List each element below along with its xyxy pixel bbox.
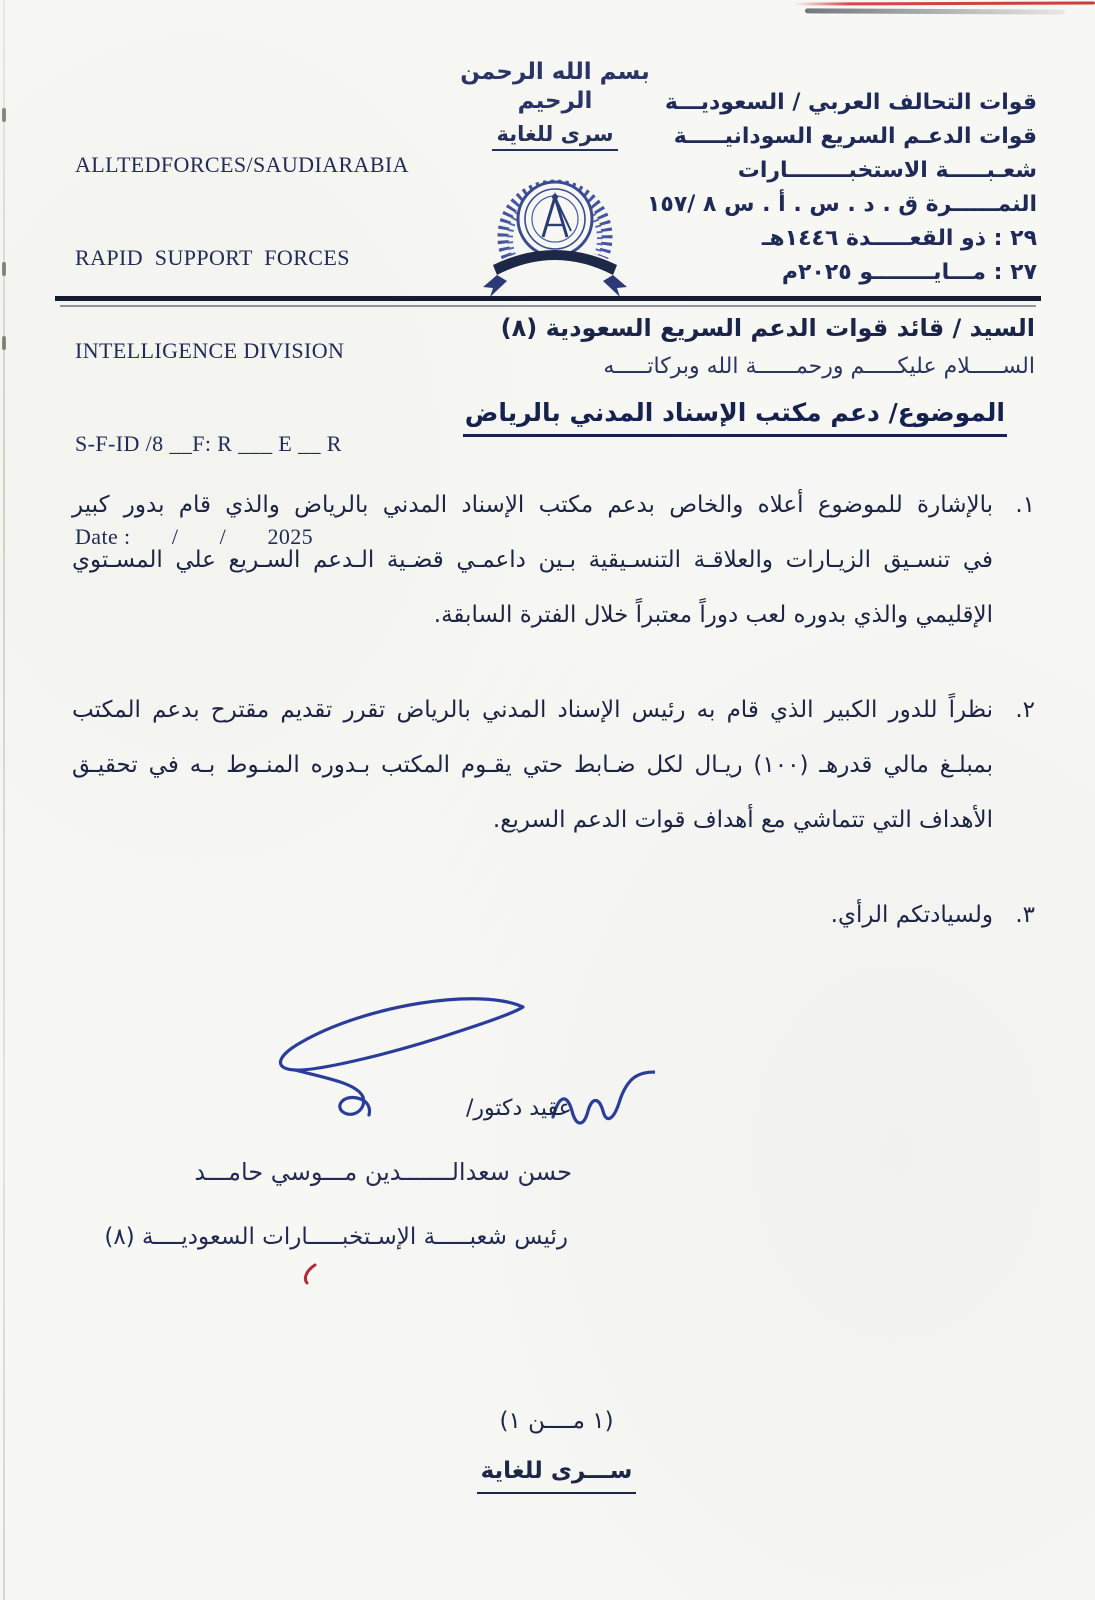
org-line-ar: شعـبـــــة الاستخبــــــــارات [737, 158, 1037, 183]
org-line: RAPID SUPPORT FORCES [75, 245, 350, 270]
letterhead-divider [55, 296, 1041, 301]
subject-line: الموضوع/ دعم مكتب الإسناد المدني بالرياض [463, 398, 1007, 437]
body-line: ولسيادتكم الرأي. [830, 902, 993, 928]
addressee-line: السيد / قائد قوات الدعم السريع السعودية (٨) [500, 314, 1035, 342]
classification-bottom: ســـرى للغاية [477, 1458, 637, 1494]
gregorian-date: ٢٧ : مـــايــــــــو ٢٠٢٥م [781, 260, 1037, 285]
org-line: INTELLIGENCE DIVISION [75, 338, 345, 363]
handwritten-signature [255, 975, 655, 1140]
org-line: ALLTEDFORCES/SAUDIARABIA [75, 152, 409, 177]
scan-edge-tick [2, 336, 6, 350]
classification-top: سرى للغاية [492, 122, 617, 151]
greeting-line: الســـــلام عليكـــــم ورحمــــــة الله وبركاتـــــه [603, 354, 1035, 379]
scan-artifact-red [795, 1, 1095, 5]
date-line: Date : / / 2025 [75, 524, 314, 549]
org-line-ar: قوات التحالف العربي / السعوديـــة [664, 90, 1037, 115]
letterhead-arabic [647, 90, 1037, 294]
reference-number-ar: النمــــــرة ق . د . س . أ . س ٨ /١٥٧ [647, 192, 1037, 217]
page-count: (١ مــــن ١) [499, 1408, 614, 1434]
body-line: في تنسـيق الزيـارات والعلاقـة التنسـيقية بـين داعمـي قضـية الـدعم السـريع علي المسـتوي [72, 547, 993, 573]
body-line: بمبلـغ مالي قدرهـ (١٠٠) ريـال لكل ضـابط حتي يقـوم المكتب بـدوره المنـوط بـه في تحقيـق [72, 752, 994, 778]
letterhead-center [425, 58, 685, 297]
item-number: ٢. [1015, 697, 1035, 723]
addressee-block [501, 314, 1035, 379]
basmala-text: بسم الله الرحمن الرحيم [460, 59, 650, 114]
signature-rank-label: عقيد دكتور/ [466, 1096, 572, 1121]
signer-title: رئيس شعبـــــة الإسـتخبـــــارات السعوديــــة (٨) [104, 1224, 568, 1250]
letterhead-divider-thin [60, 305, 1036, 307]
hijri-date: ٢٩ : ذو القعـــــدة ١٤٤٦هـ [761, 226, 1037, 251]
body-item-1 [72, 478, 1035, 643]
body-line: نظراً للدور الكبير الذي قام به رئيس الإسناد المدني بالرياض تقرر تقديم مقترح بدعم المكتب [72, 697, 993, 723]
signer-name: حسن سعدالـــــــدين مـــوسي حامـــد [194, 1158, 572, 1186]
org-line-ar: قوات الدعـم السريع السودانيـــــة [673, 124, 1037, 149]
rsf-intelligence-emblem-icon [475, 157, 635, 297]
body-item-3 [72, 888, 1035, 943]
body-item-2 [72, 683, 1035, 848]
letter-body [72, 478, 1035, 983]
body-line: الأهداف التي تتماشي مع أهداف قوات الدعم السريع. [492, 807, 993, 833]
item-number: ١. [1015, 492, 1035, 518]
page-footer [0, 1408, 1095, 1494]
scan-artifact-smudge [805, 8, 1065, 14]
body-line: بالإشارة للموضوع أعلاه والخاص بدعم مكتب الإسناد المدني بالرياض والذي قام بدور كبير [72, 492, 993, 518]
reference-line: S-F-ID /8 __F: R ___ E __ R [75, 431, 342, 456]
item-number: ٣. [1015, 902, 1035, 928]
body-line: الإقليمي والذي بدوره لعب دوراً معتبراً خلال الفترة السابقة. [433, 602, 993, 628]
scan-edge-line [3, 0, 5, 1600]
red-pen-mark [300, 1262, 320, 1286]
scan-edge-tick [2, 108, 6, 122]
scan-edge-tick [2, 262, 6, 276]
